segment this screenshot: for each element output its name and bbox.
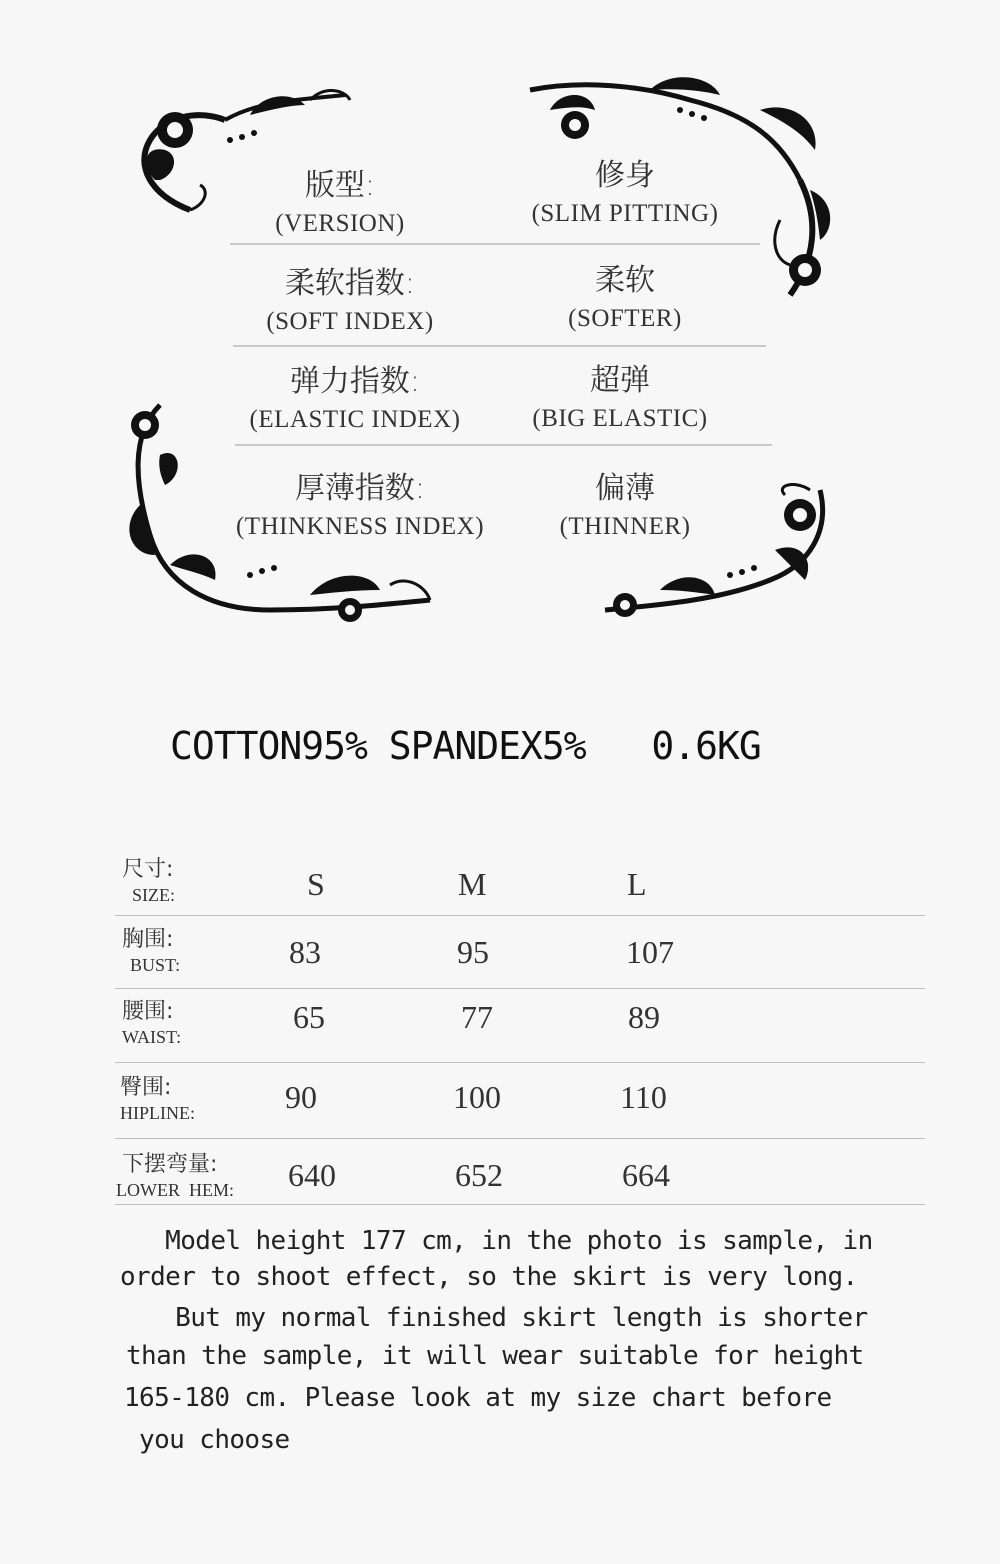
property-label-en: (SOFT INDEX) xyxy=(266,308,434,335)
property-value-zh: 修身 xyxy=(595,158,655,193)
property-value-thickness-index xyxy=(500,463,750,541)
property-value-en: (SOFTER) xyxy=(568,305,682,332)
property-value-en: (SLIM PITTING) xyxy=(531,200,719,227)
property-label-zh: 版型: xyxy=(304,168,376,203)
note-line: 165-180 cm. Please look at my size chart before xyxy=(124,1383,832,1413)
row-label-lower-hem xyxy=(116,1147,234,1201)
row-label-en: HIPLINE: xyxy=(120,1103,195,1123)
property-value-elastic-index xyxy=(495,355,745,433)
row-label-zh: 腰围: xyxy=(122,999,174,1024)
table-divider xyxy=(115,1204,925,1205)
row-label-waist xyxy=(122,994,181,1048)
property-value-version xyxy=(500,150,750,228)
table-divider xyxy=(115,1062,925,1063)
row-label-en: BUST: xyxy=(130,955,181,975)
divider xyxy=(235,444,772,446)
property-value-zh: 偏薄 xyxy=(595,471,655,506)
row-label-bust xyxy=(122,922,180,976)
table-cell: 110 xyxy=(620,1079,667,1115)
note-line: than the sample, it will wear suitable for height xyxy=(126,1341,864,1371)
divider xyxy=(233,345,766,347)
property-value-zh: 超弹 xyxy=(590,363,650,398)
divider xyxy=(230,243,760,245)
property-value-soft-index xyxy=(500,255,750,333)
property-label-zh: 弹力指数: xyxy=(289,364,421,399)
table-cell: 83 xyxy=(289,934,321,970)
property-label-en: (ELASTIC INDEX) xyxy=(249,406,461,433)
table-divider xyxy=(115,988,925,989)
property-label-en: (VERSION) xyxy=(275,210,405,237)
row-label-zh: 下摆弯量: xyxy=(122,1152,218,1177)
property-label-zh: 柔软指数: xyxy=(284,266,416,301)
property-label-elastic-index xyxy=(220,356,490,434)
property-value-en: (BIG ELASTIC) xyxy=(532,405,708,432)
note-line: you choose xyxy=(124,1425,290,1455)
table-cell: 77 xyxy=(461,999,493,1035)
table-divider xyxy=(115,915,925,916)
note-line: Model height 177 cm, in the photo is sample, in xyxy=(120,1226,873,1256)
table-cell: 100 xyxy=(453,1079,501,1115)
property-label-en: (THINKNESS INDEX) xyxy=(235,513,485,540)
row-label-zh: 臀围: xyxy=(120,1075,172,1100)
property-value-en: (THINNER) xyxy=(559,513,691,540)
property-label-thickness-index xyxy=(215,463,505,541)
row-label-en: WAIST: xyxy=(122,1027,182,1047)
note-line: order to shoot effect, so the skirt is very long. xyxy=(120,1262,858,1292)
size-header-label xyxy=(122,852,175,906)
row-label-zh: 胸围: xyxy=(122,927,174,952)
table-cell: 664 xyxy=(622,1157,670,1193)
size-label-en: SIZE: xyxy=(132,885,175,905)
size-column-s: S xyxy=(307,866,325,902)
table-cell: 90 xyxy=(285,1079,317,1115)
row-label-hipline xyxy=(120,1070,195,1124)
table-cell: 89 xyxy=(628,999,660,1035)
row-label-en: LOWER HEM: xyxy=(116,1180,234,1200)
property-value-zh: 柔软 xyxy=(595,263,655,298)
table-cell: 652 xyxy=(455,1157,503,1193)
property-label-soft-index xyxy=(230,258,470,336)
size-column-m: M xyxy=(458,866,487,902)
size-column-l: L xyxy=(627,866,647,902)
property-label-version xyxy=(240,160,440,238)
property-label-zh: 厚薄指数: xyxy=(294,471,426,506)
table-divider xyxy=(115,1138,925,1139)
note-line: But my normal finished skirt length is shorter xyxy=(130,1303,868,1333)
size-label-zh: 尺寸: xyxy=(122,857,174,882)
table-cell: 640 xyxy=(288,1157,336,1193)
table-cell: 65 xyxy=(293,999,325,1035)
table-cell: 95 xyxy=(457,934,489,970)
table-cell: 107 xyxy=(626,934,674,970)
material-composition: COTTON95% SPANDEX5% 0.6KG xyxy=(170,724,761,768)
